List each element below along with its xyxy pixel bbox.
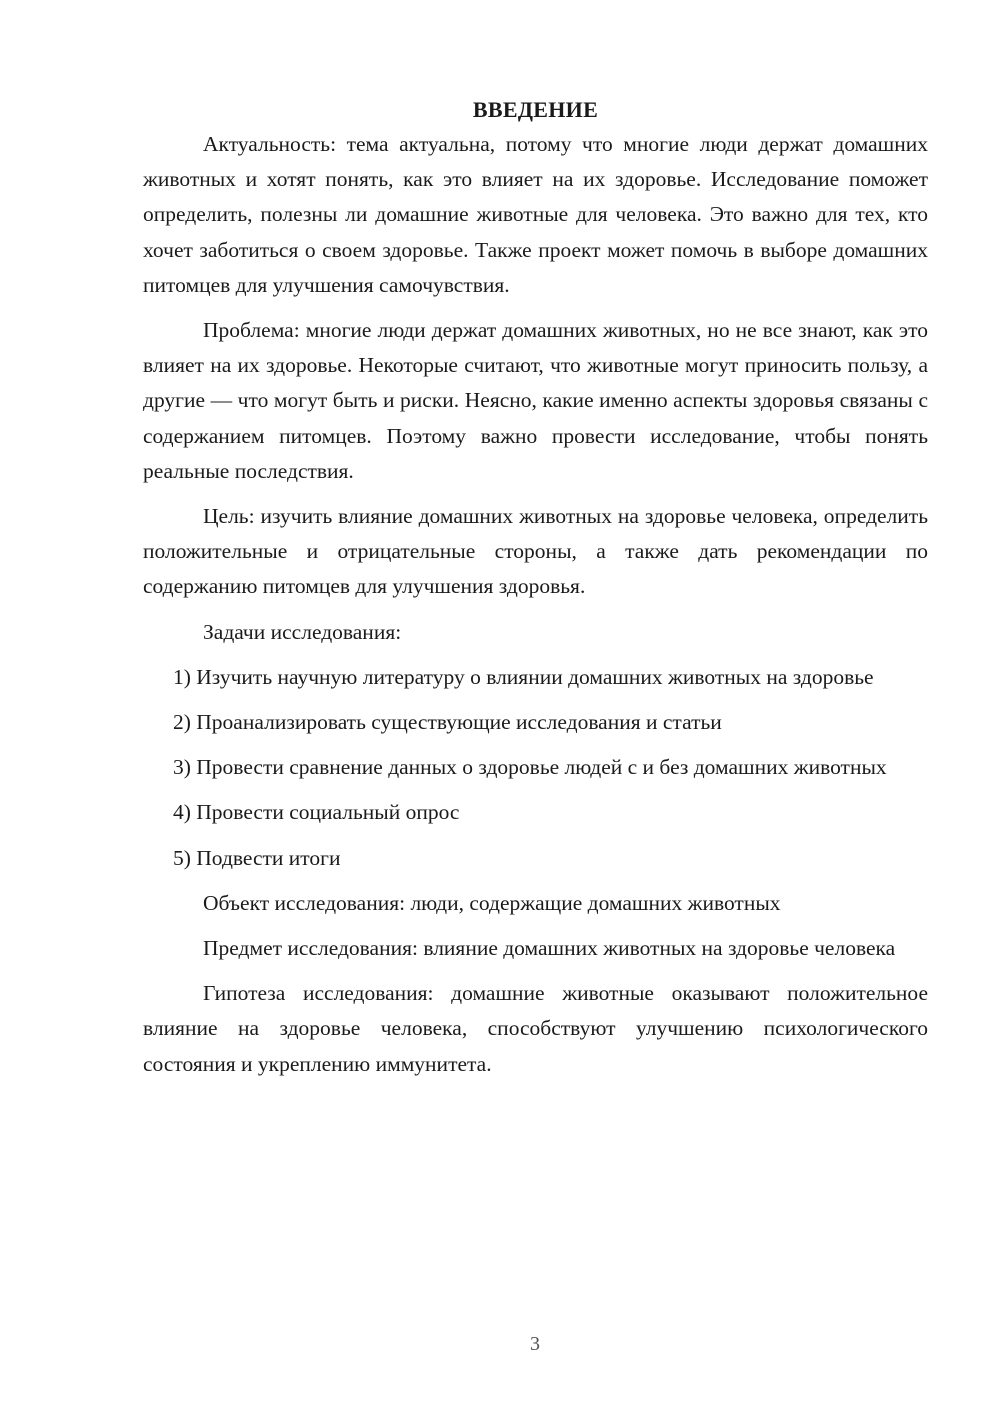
task-item-3: 3) Провести сравнение данных о здоровье людей с и без домашних животных: [173, 755, 887, 780]
page-title: ВВЕДЕНИЕ: [472, 97, 599, 122]
tasks-heading: Задачи исследования:: [203, 619, 402, 644]
task-item-4: 4) Провести социальный опрос: [173, 800, 460, 825]
document-page: [143, 92, 928, 1092]
relevance-paragraph: Актуальность: тема актуальна, потому что многие люди держат домашних животных и хотят понять, как это влияет на их здоровье. Исследование поможет определить, полезны ли домашние животные для человека. Это важно для тех, кто хочет заботиться о своем здоровье. Также проект может помочь в выборе домашних питомцев для улучшения самочувствия.: [143, 132, 928, 297]
page-number: 3: [530, 1333, 540, 1355]
task-item-1: 1) Изучить научную литературу о влиянии домашних животных на здоровье: [173, 664, 874, 689]
goal-paragraph: Цель: изучить влияние домашних животных на здоровье человека, определить положительные и отрицательные стороны, а также дать рекомендации по содержанию питомцев для улучшения здоровья.: [143, 504, 928, 599]
hypothesis-paragraph: Гипотеза исследования: домашние животные оказывают положительное влияние на здоровье человека, способствуют улучшению психологического состояния и укреплению иммунитета.: [143, 981, 928, 1076]
object-paragraph: Объект исследования: люди, содержащие домашних животных: [203, 890, 781, 915]
subject-paragraph: Предмет исследования: влияние домашних животных на здоровье человека: [203, 936, 896, 961]
problem-paragraph: Проблема: многие люди держат домашних животных, но не все знают, как это влияет на их здоровье. Некоторые считают, что животные могут приносить пользу, а другие — что могут быть и риски. Неясно, какие именно аспекты здоровья связаны с содержанием питомцев. Поэтому важно провести исследование, чтобы понять реальные последствия.: [143, 318, 928, 483]
task-item-5: 5) Подвести итоги: [173, 845, 341, 870]
task-item-2: 2) Проанализировать существующие исследования и статьи: [173, 710, 722, 735]
